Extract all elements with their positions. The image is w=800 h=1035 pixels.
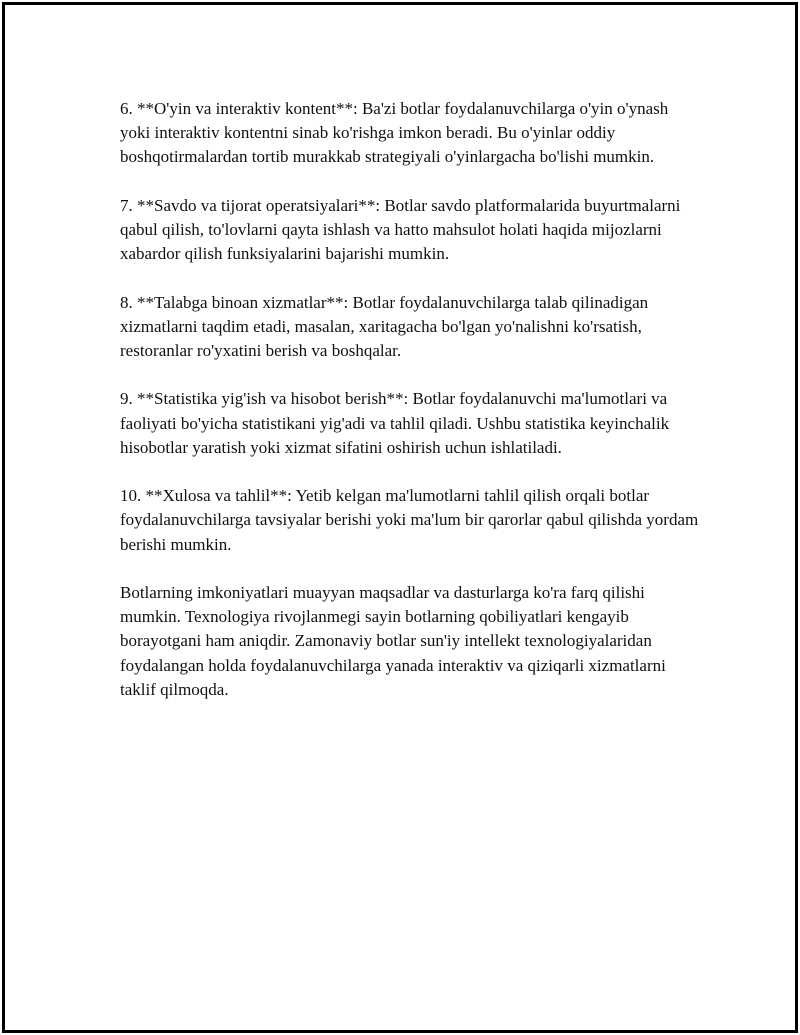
list-item-9: 9. **Statistika yig'ish va hisobot berish**: Botlar foydalanuvchi ma'lumotlari va faoliyati bo'yicha statistikani yig'adi va tahlil qiladi. Ushbu statistika keyinchalik hisobotlar yaratish yoki xizmat sifatini oshirish uchun ishlatiladi. bbox=[120, 389, 670, 457]
list-item-7: 7. **Savdo va tijorat operatsiyalari**: Botlar savdo platformalarida buyurtmalarni qabul qilish, to'lovlarni qayta ishlash va hatto mahsulot holati haqida mijozlarni xabardor qilish funksiyalarini bajarishi mumkin. bbox=[120, 195, 681, 264]
document-body bbox=[120, 97, 700, 726]
conclusion-paragraph: Botlarning imkoniyatlari muayyan maqsadlar va dasturlarga ko'ra farq qilishi mumkin. Texnologiya rivojlanmegi sayin botlarning qobiliyatlari kengayib borayotgani ham aniqdir. Zamonaviy botlar sun'iy intellekt texnologiyalaridan foydalangan holda foydalanuvchilarga yanada interaktiv va qiziqarli xizmatlarni taklif qilmoqda. bbox=[120, 582, 666, 699]
list-item-10: 10. **Xulosa va tahlil**: Yetib kelgan ma'lumotlarni tahlil qilish orqali botlar foydalanuvchilarga tavsiyalar berishi yoki ma'lum bir qarorlar qabul qilishda yordam berishi mumkin. bbox=[120, 486, 699, 554]
list-item-6: 6. **O'yin va interaktiv kontent**: Ba'zi botlar foydalanuvchilarga o'yin o'ynash yoki interaktiv kontentni sinab ko'rishga imkon beradi. Bu o'yinlar oddiy boshqotirmalardan tortib murakkab strategiyali o'yinlargacha bo'lishi mumkin. bbox=[120, 99, 669, 167]
page-frame bbox=[2, 2, 798, 1033]
list-item-8: 8. **Talabga binoan xizmatlar**: Botlar foydalanuvchilarga talab qilinadigan xizmatlarni taqdim etadi, masalan, xaritagacha bo'lgan yo'nalishni ko'rsatish, restoranlar ro'yxatini berish va boshqalar. bbox=[120, 292, 649, 360]
